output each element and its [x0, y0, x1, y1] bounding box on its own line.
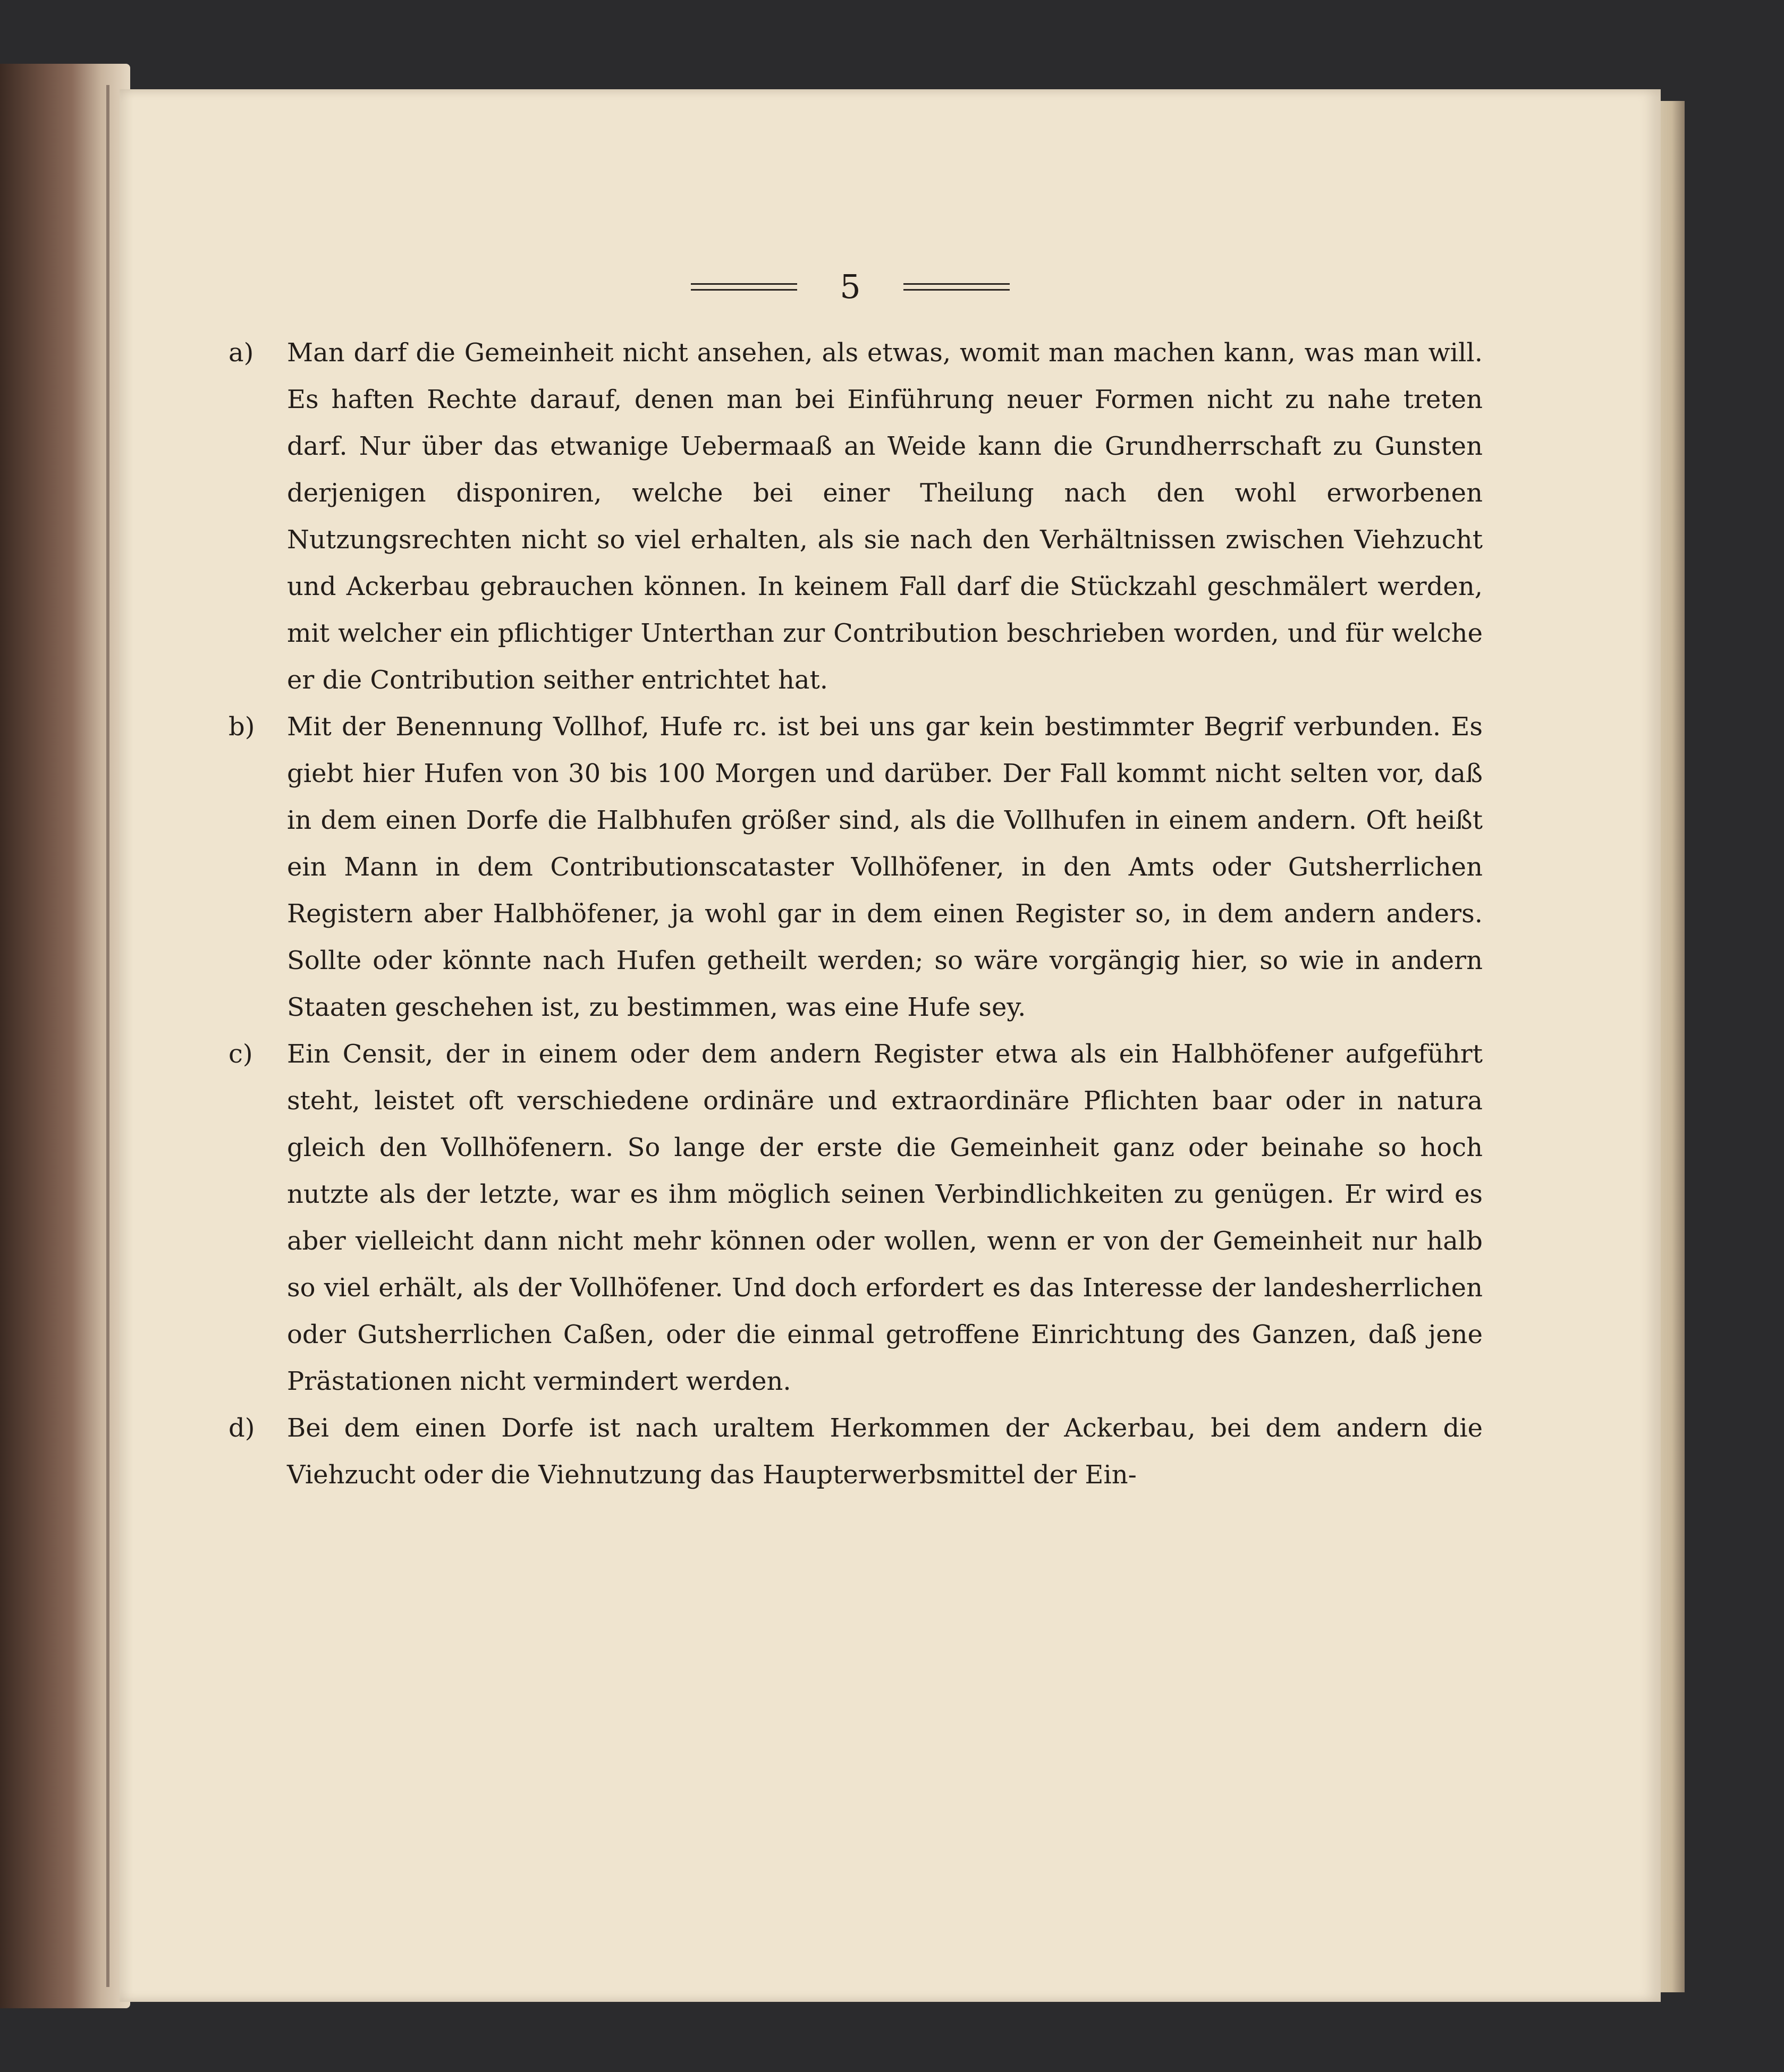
paragraph-text: Bei dem einen Dorfe ist nach uraltem Herkommen der Ackerbau, bei dem andern die Viehzucht oder die Viehnutzung das Haupterwerbsmittel der Ein- — [287, 1413, 1483, 1490]
paragraph-label: a) — [229, 338, 254, 368]
header-rule-right — [903, 283, 1010, 291]
body-text — [229, 329, 1483, 1498]
paragraph-c — [229, 1031, 1483, 1405]
paragraph-d — [229, 1405, 1483, 1498]
paragraph-label: b) — [229, 712, 255, 742]
paragraph-text: Mit der Benennung Vollhof, Hufe rc. ist bei uns gar kein bestimmter Begrif verbunden. Es giebt hier Hufen von 30 bis 100 Morgen und darüber. Der Fall kommt nicht selten vor, daß in dem einen Dorfe die Halbhufen größer sind, als die Vollhufen in einem andern. Oft heißt ein Mann in dem Contributionscataster Vollhöfener, in den Amts oder Gutsherrlichen Registern aber Halbhöfener, ja wohl gar in dem einen Register so, in dem andern anders. Sollte oder könnte nach Hufen getheilt werden; so wäre vorgängig hier, so wie in andern Staaten geschehen ist, zu bestimmen, was eine Hufe sey. — [287, 712, 1483, 1022]
paragraph-text: Man darf die Gemeinheit nicht ansehen, als etwas, womit man machen kann, was man will. Es haften Rechte darauf, denen man bei Einführung neuer Formen nicht zu nahe treten darf. Nur über das etwanige Uebermaaß an Weide kann die Grundherrschaft zu Gunsten derjenigen disponiren, welche bei einer Theilung nach den wohl erworbenen Nutzungsrechten nicht so viel erhalten, als sie nach den Verhältnissen zwischen Viehzucht und Ackerbau gebrauchen können. In keinem Fall darf die Stückzahl geschmälert werden, mit welcher ein pflichtiger Unterthan zur Contribution beschrieben worden, und für welche er die Contribution seither entrichtet hat. — [287, 338, 1483, 695]
paragraph-a — [229, 329, 1483, 703]
book-spine-shadow — [106, 85, 109, 1987]
paragraph-text: Ein Censit, der in einem oder dem andern Register etwa als ein Halbhöfener aufgeführt steht, leistet oft verschiedene ordinäre und extraordinäre Pflichten baar oder in natura gleich den Vollhöfenern. So lange der erste die Gemeinheit ganz oder beinahe so hoch nutzte als der letzte, war es ihm möglich seinen Verbindlichkeiten zu genügen. Er wird es aber vielleicht dann nicht mehr können oder wollen, wenn er von der Gemeinheit nur halb so viel erhält, als der Vollhöfener. Und doch erfordert es das Interesse der landesherrlichen oder Gutsherrlichen Caßen, oder die einmal getroffene Einrichtung des Ganzen, daß jene Prästationen nicht vermindert werden. — [287, 1039, 1483, 1396]
header-rule-left — [691, 283, 797, 291]
page-number: 5 — [840, 267, 861, 306]
paragraph-label: d) — [229, 1413, 255, 1443]
page-header — [691, 266, 1010, 308]
paragraph-b — [229, 703, 1483, 1031]
paragraph-label: c) — [229, 1039, 253, 1069]
adjacent-book-cover — [0, 64, 130, 2008]
